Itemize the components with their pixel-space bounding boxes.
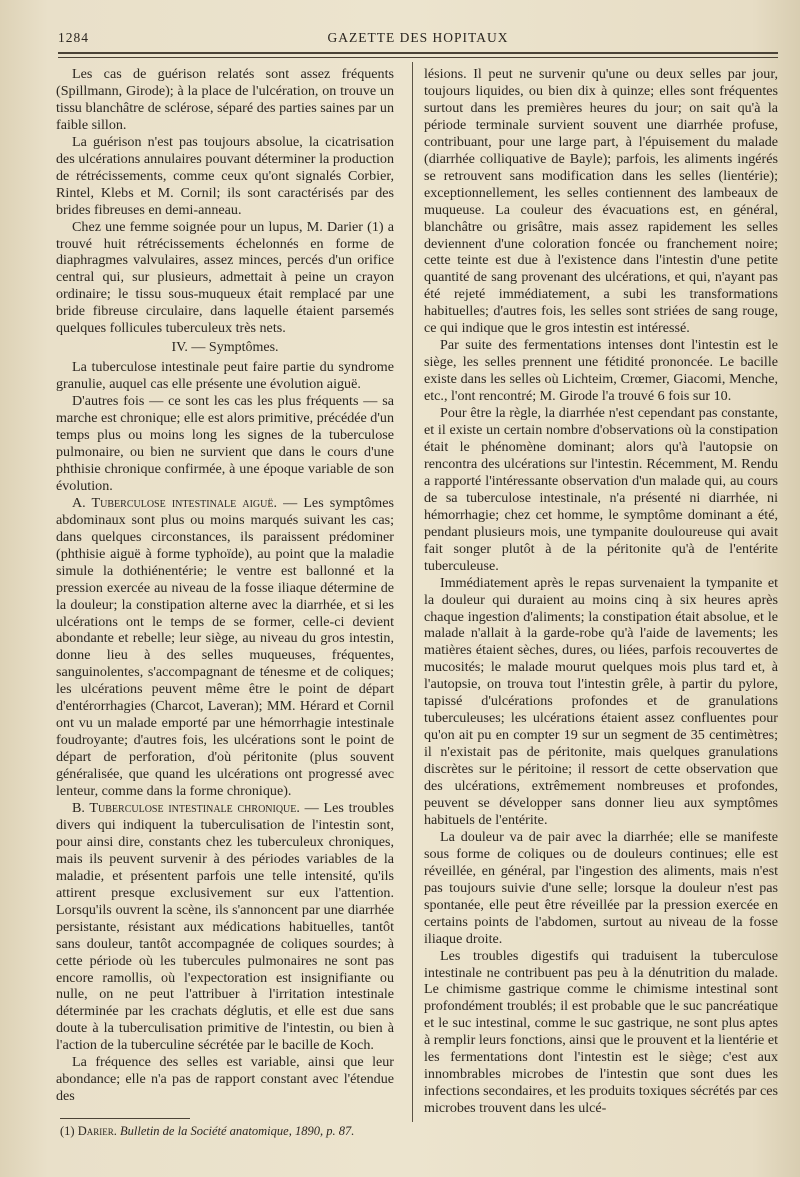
- paragraph-text: — Les symptômes abdominaux sont plus ou moins marqués suivant les cas; dans quelques circonstances, ils paraissent prédominer (phthisie aiguë à forme typhoïde), au point que la maladie simule la dothiénentérie; le ventre est ballonné et la pression exercée au niveau de la fosse iliaque détermine de la douleur; la constipation alterne avec la diarrhée, et si les ulcérations ont le temps de se former, celle-ci devient abondante et rebelle; leur siège, au niveau du gros intestin, donne lieu à des selles muqueuses, fréquentes, sanguinolentes, s'accompagnant de ténesme et de coliques; les ulcérations peuvent même être le point de départ d'entérorrhagies (Charcot, Laveran); MM. Hérard et Cornil ont vu un malade emporté par une hémorrhagie intestinale foudroyante; d'autres fois, les ulcérations sont le point de départ de perforation, d'où péritonite (plus souvent généralisée, que quand les ulcérations ont progressé avec lenteur, comme dans la forme chronique).: [56, 494, 394, 800]
- header-rule-thick: [58, 52, 778, 54]
- paragraph: [56, 495, 394, 800]
- paragraph: Pour être la règle, la diarrhée n'est cependant pas constante, et il existe un certain nombre d'observations où la constipation était le phénomène dominant; alors qu'à l'autopsie on rencontra des ulcérations sur l'intestin. Récemment, M. Rendu a rapporté l'intéressante observation d'un malade qui, au cours de sa tuberculose intestinale, n'a présenté ni diarrhée, ni hémorrhagie; chez cet homme, le symptôme dominant a été, pendant plusieurs mois, une tympanite douloureuse qui avait fait songer plutôt à de la péritonite qu'à de l'entérite tuberculeuse.: [424, 405, 778, 574]
- paragraph-text: — Les troubles divers qui indiquent la tuberculisation de l'intestin sont, pour ainsi dire, constants chez les tuberculeux chroniques, mais ils peuvent survenir à des périodes variables de la maladie, et présentent parfois une telle intensité, qu'ils attirent presque exclusivement sur eux l'attention. Lorsqu'ils ouvrent la scène, ils s'annoncent par une diarrhée persistante, résistant aux médications habituelles, tantôt sans douleur, tantôt accompagnée de coliques sourdes; à cette période où les tubercules pulmonaires ne sont pas encore ramollis, où l'expectoration est insignifiante ou nulle, on ne peut l'attribuer à l'irritation intestinale déterminée par les crachats déglutis, et elle est due sans doute à la tuberculisation primitive de l'intestin, ou bien à l'action de la tuberculine sécrétée par le bacille de Koch.: [56, 799, 395, 1054]
- page-number: 1284: [58, 30, 89, 45]
- right-column: [424, 66, 778, 1126]
- paragraph: La fréquence des selles est variable, ainsi que leur abondance; elle n'a pas de rapport constant avec l'étendue des: [56, 1054, 394, 1105]
- paragraph: [56, 800, 394, 1054]
- page-header: [58, 30, 778, 48]
- header-rule-thin: [58, 57, 778, 58]
- paragraph: D'autres fois — ce sont les cas les plus fréquents — sa marche est chronique; elle est alors primitive, précédée d'un temps plus ou moins long les signes de la tuberculose pulmonaire, ou bien ne survient que dans le cours d'une phthisie chronique confirmée, à une époque variable de son évolution.: [56, 393, 394, 494]
- footnote-rule: [60, 1118, 190, 1119]
- paragraph: La guérison n'est pas toujours absolue, la cicatrisation des ulcérations annulaires pouvant déterminer la production de rétrécissements, comme ceux qu'ont signalés Corbier, Rintel, Klebs et M. Cornil; ils sont caractérisés par des brides fibreuses en demi-anneau.: [56, 133, 394, 218]
- paragraph: Chez une femme soignée pour un lupus, M. Darier (1) a trouvé huit rétrécissements échelonnés en forme de diaphragmes valvulaires, assez minces, percés d'un orifice central qui, sur plusieurs, admettait à peine un crayon ordinaire; le tissu sous-muqueux était remplacé par une bride fibreuse circulaire, dans laquelle étaient parsemés quelques follicules tuberculeux très nets.: [56, 218, 394, 337]
- paragraph: Les troubles digestifs qui traduisent la tuberculose intestinale ne contribuent pas peu à la dénutrition du malade. Le chimisme gastrique comme le chimisme intestinal sont profondément troublés; il est probable que le suc pancréatique et le suc intestinal, comme le suc gastrique, ne sont plus aptes à remplir leurs fonctions, ainsi que le prouvent et la lientérie et les fermentations dont l'intestin est le siège; c'est aux innombrables microbes de l'intestin que sont dues les infections secondaires, et les produits toxiques sécrétés par ces microbes trouvent dans les ulcé-: [424, 947, 778, 1117]
- paragraph: Par suite des fermentations intenses dont l'intestin est le siège, les selles prennent une fétidité prononcée. Le bacille existe dans les selles où Lichteim, Crœmer, Giacomi, Menche, etc., l'ont rencontré; M. Girode l'a trouvé 6 fois sur 10.: [424, 337, 778, 405]
- paragraph: La tuberculose intestinale peut faire partie du syndrome granulie, auquel cas elle présente une évolution aiguë.: [56, 359, 394, 393]
- paragraph: Les cas de guérison relatés sont assez fréquents (Spillmann, Girode); à la place de l'ulcération, on trouve un tissu blanchâtre de sclérose, séparé des parties saines par un faible sillon.: [56, 66, 394, 133]
- footnote-text: Bulletin de la Société anatomique, 1890, p. 87.: [116, 1124, 355, 1138]
- footnote-author: Darier.: [77, 1124, 117, 1138]
- footnote-marker: (1): [60, 1124, 78, 1138]
- subsection-heading: B. Tuberculose intestinale chronique.: [72, 799, 300, 816]
- left-column: [56, 66, 394, 1126]
- journal-title: GAZETTE DES HOPITAUX: [327, 30, 509, 45]
- paragraph: lésions. Il peut ne survenir qu'une ou deux selles par jour, toujours liquides, ou bien dix à quinze; elles sont fréquentes surtout dans les premières heures du jour; on sait qu'à la période terminale survient souvent une diarrhée profuse, contribuant, pour une large part, à l'épuisement du malade (diarrhée colliquative de Bayle); parfois, les aliments ingérés se retrouvent sans modification dans les selles (lientérie); exceptionnellement, les selles contiennent des lambeaux de muqueuse. La couleur des évacuations est, en général, blanchâtre ou grisâtre, mais assez rapidement les selles deviennent d'une coloration foncée ou franchement noire; cette teinte est due à l'existence dans l'intestin d'une petite quantité de sang provenant des ulcérations, et qui, n'ayant pas été rejeté immédiatement, a subi les transformations habituelles; d'autres fois, les selles sont striées de sang rouge, ce qui indique que le gros intestin est intéressé.: [424, 66, 778, 337]
- paragraph: La douleur va de pair avec la diarrhée; elle se manifeste sous forme de coliques ou de douleurs continues; elle est réveillée, en général, par l'ingestion des aliments, mais n'est pas toujours suivie d'une selle; lorsque la douleur n'est pas spontanée, elle peut être réveillée par la pression exercée en certains points de l'abdomen, surtout au niveau de la fosse iliaque droite.: [424, 828, 778, 947]
- section-heading: IV. — Symptômes.: [171, 340, 279, 356]
- footnote: [60, 1124, 390, 1139]
- paragraph: Immédiatement après le repas survenaient la tympanite et la douleur qui duraient au moins cinq à six heures après chaque ingestion d'aliments; la constipation était absolue, et le malade n'allait à la garde-robe qu'à l'aide de lavements; les matières étaient sèches, dures, ou liées, parfois recouvertes de mucosités; le malade mourut quelques mois plus tard et, à l'autopsie, on trouva tout l'intestin grêle, à partir du pylore, tapissé d'ulcérations profondes et de granulations tuberculeuses; les ulcérations étaient assez confluentes pour qu'on ait pu en compter 19 sur un segment de 35 centimètres; il n'existait pas de péritonite, mais quelques granulations discrètes sur le péritoine; il ressort de cette observation que des ulcérations, extrêmement nombreuses et profondes, peuvent se développer sans donner lieu aux symptômes habituels de l'entérite.: [424, 574, 778, 828]
- column-divider: [412, 62, 413, 1122]
- subsection-heading: A. Tuberculose intestinale aiguë.: [72, 494, 278, 511]
